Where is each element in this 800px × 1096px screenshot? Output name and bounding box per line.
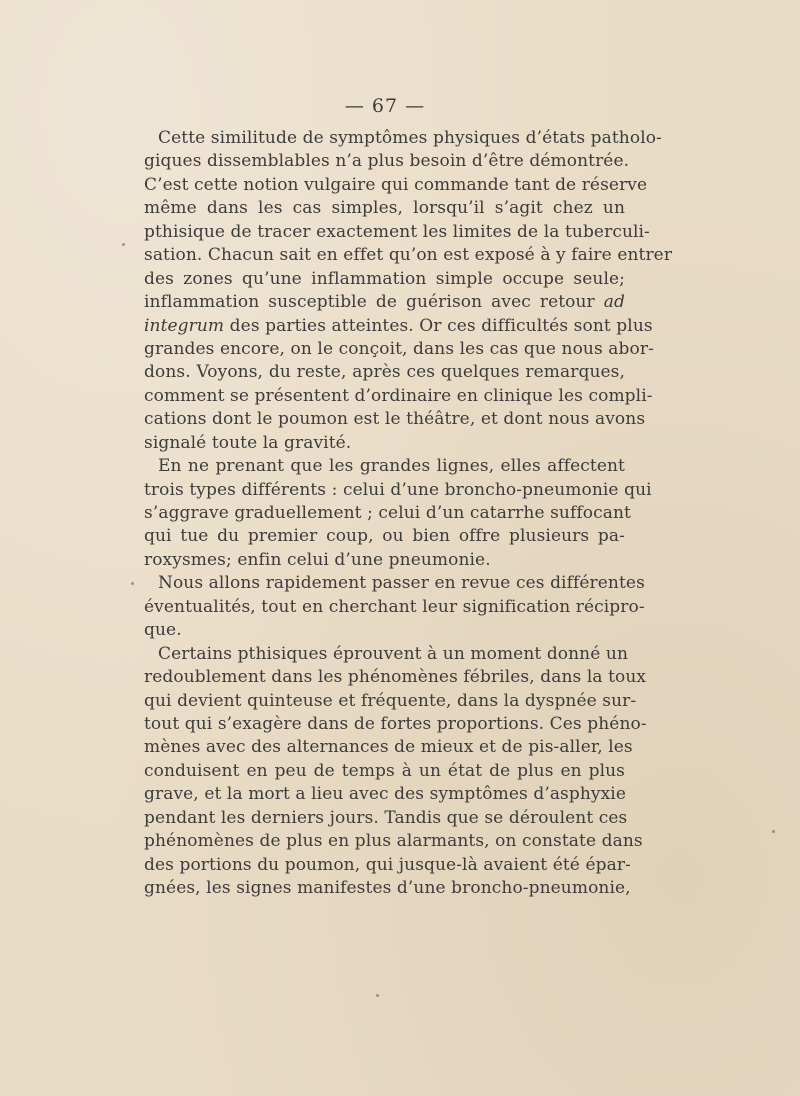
text-line: dons. Voyons, du reste, après ces quelques remarques, [144, 362, 625, 383]
page-number: — 67 — [344, 95, 426, 117]
text-line: redoublement dans les phénomènes fébriles, dans la toux [144, 667, 647, 688]
text-line-with-italic [144, 315, 653, 338]
text-line: Nous allons rapidement passer en revue ces différentes [158, 573, 645, 594]
text-line: sation. Chacun sait en effet qu’on est exposé à y faire entrer [144, 245, 673, 266]
text-line: mènes avec des alternances de mieux et de pis-aller, les [144, 737, 633, 758]
text-line: des zones qu’une inflammation simple occupe seule; [144, 268, 625, 289]
italic-latin-phrase: integrum [144, 315, 230, 336]
text-line: signalé toute la gravité. [144, 432, 352, 453]
text-line: des portions du poumon, qui jusque-là avaient été épar- [144, 854, 631, 875]
text-line: roxysmes; enfin celui d’une pneumonie. [144, 549, 491, 570]
text-line: qui tue du premier coup, ou bien offre plusieurs pa- [144, 526, 625, 547]
text-line: pendant les derniers jours. Tandis que se déroulent ces [144, 807, 628, 828]
text-line-prefix: inflammation susceptible de guérison avec retour [144, 292, 604, 313]
text-line: En ne prenant que les grandes lignes, elles affectent [158, 456, 625, 477]
paper-speck [376, 994, 379, 997]
text-line: giques dissemblables n’a plus besoin d’être démontrée. [144, 151, 630, 172]
text-line: s’aggrave graduellement ; celui d’un catarrhe suffocant [144, 503, 631, 523]
paper-speck [772, 830, 775, 833]
text-line: comment se présentent d’ordinaire en clinique les compli- [144, 385, 653, 406]
text-line: cations dont le poumon est le théâtre, et dont nous avons [144, 409, 646, 430]
text-line: Cette similitude de symptômes physiques d’états patholo- [158, 128, 662, 148]
text-line: grandes encore, on le conçoit, dans les cas que nous abor- [144, 338, 654, 359]
text-line: tout qui s’exagère dans de fortes proportions. Ces phéno- [144, 713, 647, 734]
body-text [144, 127, 673, 900]
paper-speck [122, 243, 125, 246]
text-line-suffix: des parties atteintes. Or ces difficultés sont plus [229, 315, 653, 336]
paper-speck [131, 582, 134, 585]
text-line: éventualités, tout en cherchant leur signification récipro- [144, 596, 645, 617]
text-line: grave, et la mort a lieu avec des symptômes d’asphyxie [144, 784, 626, 805]
text-line: Certains pthisiques éprouvent à un moment donné un [158, 643, 628, 664]
text-line-with-italic [144, 291, 625, 314]
text-line: C’est cette notion vulgaire qui commande tant de réserve [144, 174, 648, 195]
text-line: pthisique de tracer exactement les limites de la tuberculi- [144, 221, 650, 242]
text-line: phénomènes de plus en plus alarmants, on constate dans [144, 831, 643, 852]
text-line: gnées, les signes manifestes d’une broncho-pneumonie, [144, 878, 631, 898]
text-line: que. [144, 620, 182, 641]
text-line: conduisent en peu de temps à un état de plus en plus [144, 760, 625, 781]
text-line: trois types différents : celui d’une broncho-pneumonie qui [144, 479, 652, 500]
italic-latin-phrase: ad [603, 292, 625, 313]
text-line: même dans les cas simples, lorsqu’il s’agit chez un [144, 198, 625, 219]
text-line: qui devient quinteuse et fréquente, dans la dyspnée sur- [144, 690, 637, 711]
